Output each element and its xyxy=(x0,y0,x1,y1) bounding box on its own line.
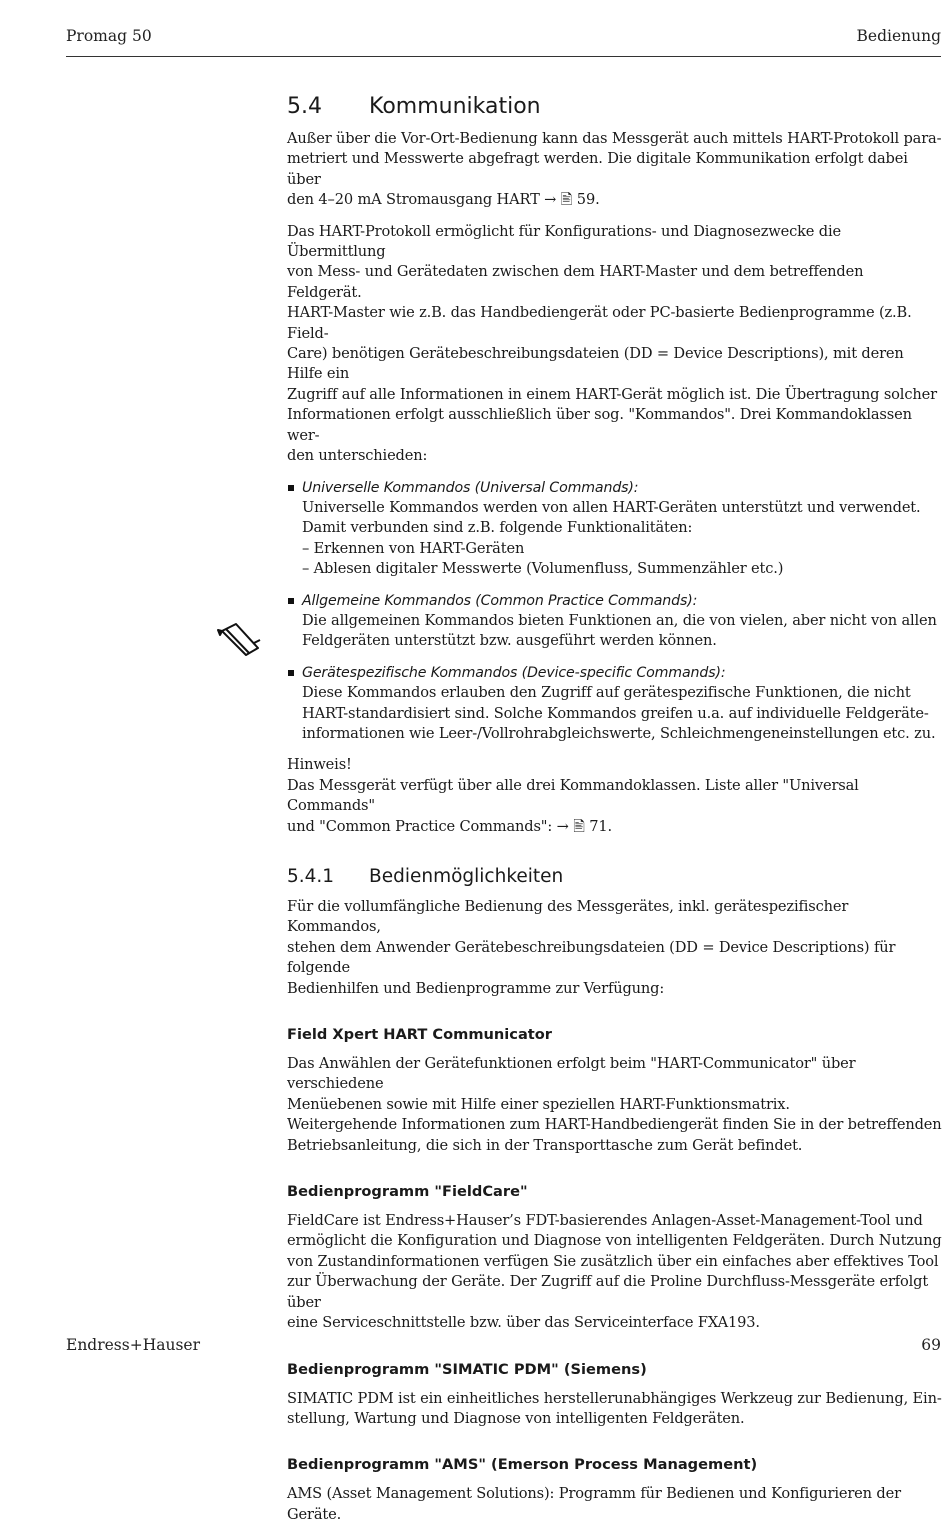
text-line: Menüebenen sowie mit Hilfe einer speziellen HART-Funktionsmatrix. xyxy=(287,1095,790,1113)
bullet-marker xyxy=(288,598,294,604)
field-xpert-text xyxy=(287,1054,942,1156)
text-line: zur Überwachung der Geräte. Der Zugriff auf die Proline Durchfluss-Messgeräte erfolgt über xyxy=(287,1273,929,1311)
text-line: metriert und Messwerte abgefragt werden. Die digitale Kommunikation erfolgt dabei über xyxy=(287,150,908,188)
ams-text xyxy=(287,1484,942,1525)
text-line: Das Anwählen der Gerätefunktionen erfolgt beim "HART-Communicator" über verschiedene xyxy=(287,1055,856,1093)
text-line: von Mess- und Gerätedaten zwischen dem HART-Master und dem betreffenden Feldgerät. xyxy=(287,263,864,301)
bullet-device-specific-commands xyxy=(287,663,942,745)
pencil-note-icon xyxy=(216,618,262,658)
text-line: und "Common Practice Commands": → 🖹 71. xyxy=(287,817,613,835)
section-number: 5.4 xyxy=(287,94,322,119)
field-xpert-heading: Field Xpert HART Communicator xyxy=(287,1026,553,1044)
text-line: Außer über die Vor-Ort-Bedienung kann das Messgerät auch mittels HART-Protokoll para- xyxy=(287,130,942,147)
text-line: informationen wie Leer-/Vollrohrabgleichswerte, Schleichmengeneinstellungen etc. zu. xyxy=(302,724,936,742)
text-line: den 4–20 mA Stromausgang HART → 🖹 59. xyxy=(287,191,600,209)
text-line: eine Serviceschnittstelle bzw. über das Serviceinterface FXA193. xyxy=(287,1314,760,1332)
fieldcare-text xyxy=(287,1211,942,1333)
text-line: Das HART-Protokoll ermöglicht für Konfigurations- und Diagnosezwecke die Übermittlung xyxy=(287,222,841,261)
simatic-pdm-heading: Bedienprogramm "SIMATIC PDM" (Siemens) xyxy=(287,1360,647,1378)
subsection-heading xyxy=(287,862,942,892)
subsection-intro xyxy=(287,897,942,999)
subsection-title: Bedienmöglichkeiten xyxy=(369,866,564,887)
text-line: Universelle Kommandos werden von allen HART-Geräten unterstützt und verwendet. xyxy=(302,498,921,516)
text-line: HART-standardisiert sind. Solche Kommandos greifen u.a. auf individuelle Feldgeräte- xyxy=(302,704,929,722)
text-line: Diese Kommandos erlauben den Zugriff auf gerätespezifische Funktionen, die nicht xyxy=(302,684,911,702)
bullet-title: Allgemeine Kommandos (Common Practice Commands): xyxy=(302,592,698,609)
text-line: von Zustandinformationen verfügen Sie zusätzlich über ein einfaches aber effektives Tool xyxy=(287,1252,939,1270)
note-label: Hinweis! xyxy=(287,756,352,774)
text-line: Feldgeräten unterstützt bzw. ausgeführt werden können. xyxy=(302,632,717,650)
dash-item: – Erkennen von HART-Geräten xyxy=(302,539,525,557)
text-line: Care) benötigen Gerätebeschreibungsdateien (DD = Device Descriptions), mit deren Hilfe ein xyxy=(287,345,904,383)
text-line: Zugriff auf alle Informationen in einem HART-Gerät möglich ist. Die Übertragung solcher xyxy=(287,385,937,403)
bullet-title: Gerätespezifische Kommandos (Device-specific Commands): xyxy=(302,664,726,681)
text-line: Das Messgerät verfügt über alle drei Kommandoklassen. Liste aller "Universal Commands" xyxy=(287,776,859,815)
header-rule xyxy=(66,56,941,57)
text-line: Bedienhilfen und Bedienprogramme zur Verfügung: xyxy=(287,979,665,997)
text-line: Für die vollumfängliche Bedienung des Messgerätes, inkl. gerätespezifischer Kommandos, xyxy=(287,898,849,936)
page-content xyxy=(287,91,942,1525)
bullet-marker xyxy=(288,485,294,491)
text-line: stellung, Wartung und Diagnose von intelligenten Feldgeräten. xyxy=(287,1409,745,1427)
text-line: Weitergehende Informationen zum HART-Handbediengerät finden Sie in der betreffenden xyxy=(287,1116,942,1134)
subsection-number: 5.4.1 xyxy=(287,866,335,887)
page-number: 69 xyxy=(921,1336,941,1354)
text-line: stehen dem Anwender Gerätebeschreibungsdateien (DD = Device Descriptions) für folgende xyxy=(287,938,896,977)
bullet-universal-commands xyxy=(287,478,942,580)
bullet-common-practice-commands xyxy=(287,591,942,652)
running-header-chapter: Bedienung xyxy=(856,27,941,45)
bullet-marker xyxy=(288,670,294,676)
text-line: den unterschieden: xyxy=(287,447,428,465)
bullet-title: Universelle Kommandos (Universal Commands): xyxy=(302,479,639,496)
section-title: Kommunikation xyxy=(369,94,541,119)
dash-item: – Ablesen digitaler Messwerte (Volumenfluss, Summenzähler etc.) xyxy=(302,560,784,578)
text-line: Die allgemeinen Kommandos bieten Funktionen an, die von vielen, aber nicht von allen xyxy=(302,611,937,629)
note-block xyxy=(287,755,942,837)
text-line: FieldCare ist Endress+Hauser’s FDT-basierendes Anlagen-Asset-Management-Tool und xyxy=(287,1212,923,1230)
section-intro xyxy=(287,129,942,211)
fieldcare-heading: Bedienprogramm "FieldCare" xyxy=(287,1183,528,1201)
text-line: SIMATIC PDM ist ein einheitliches herstellerunabhängiges Werkzeug zur Bedienung, Ein- xyxy=(287,1389,942,1407)
text-line: Geräte. xyxy=(287,1505,342,1523)
footer-company: Endress+Hauser xyxy=(66,1336,200,1354)
ams-heading: Bedienprogramm "AMS" (Emerson Process Management) xyxy=(287,1456,758,1474)
section-paragraph-hart xyxy=(287,222,942,467)
text-line: HART-Master wie z.B. das Handbediengerät oder PC-basierte Bedienprogramme (z.B. Field- xyxy=(287,304,912,342)
simatic-pdm-text xyxy=(287,1389,942,1430)
text-line: Betriebsanleitung, die sich in der Transporttasche zum Gerät befindet. xyxy=(287,1136,803,1154)
running-header-product: Promag 50 xyxy=(66,27,152,45)
text-line: Damit verbunden sind z.B. folgende Funktionalitäten: xyxy=(302,519,693,537)
text-line: AMS (Asset Management Solutions): Programm für Bedienen und Konfigurieren der xyxy=(287,1485,901,1503)
text-line: ermöglicht die Konfiguration und Diagnose von intelligenten Feldgeräten. Durch Nutzung xyxy=(287,1232,942,1250)
text-line: Informationen erfolgt ausschließlich über sog. "Kommandos". Drei Kommandoklassen wer- xyxy=(287,406,912,444)
section-heading xyxy=(287,91,942,123)
